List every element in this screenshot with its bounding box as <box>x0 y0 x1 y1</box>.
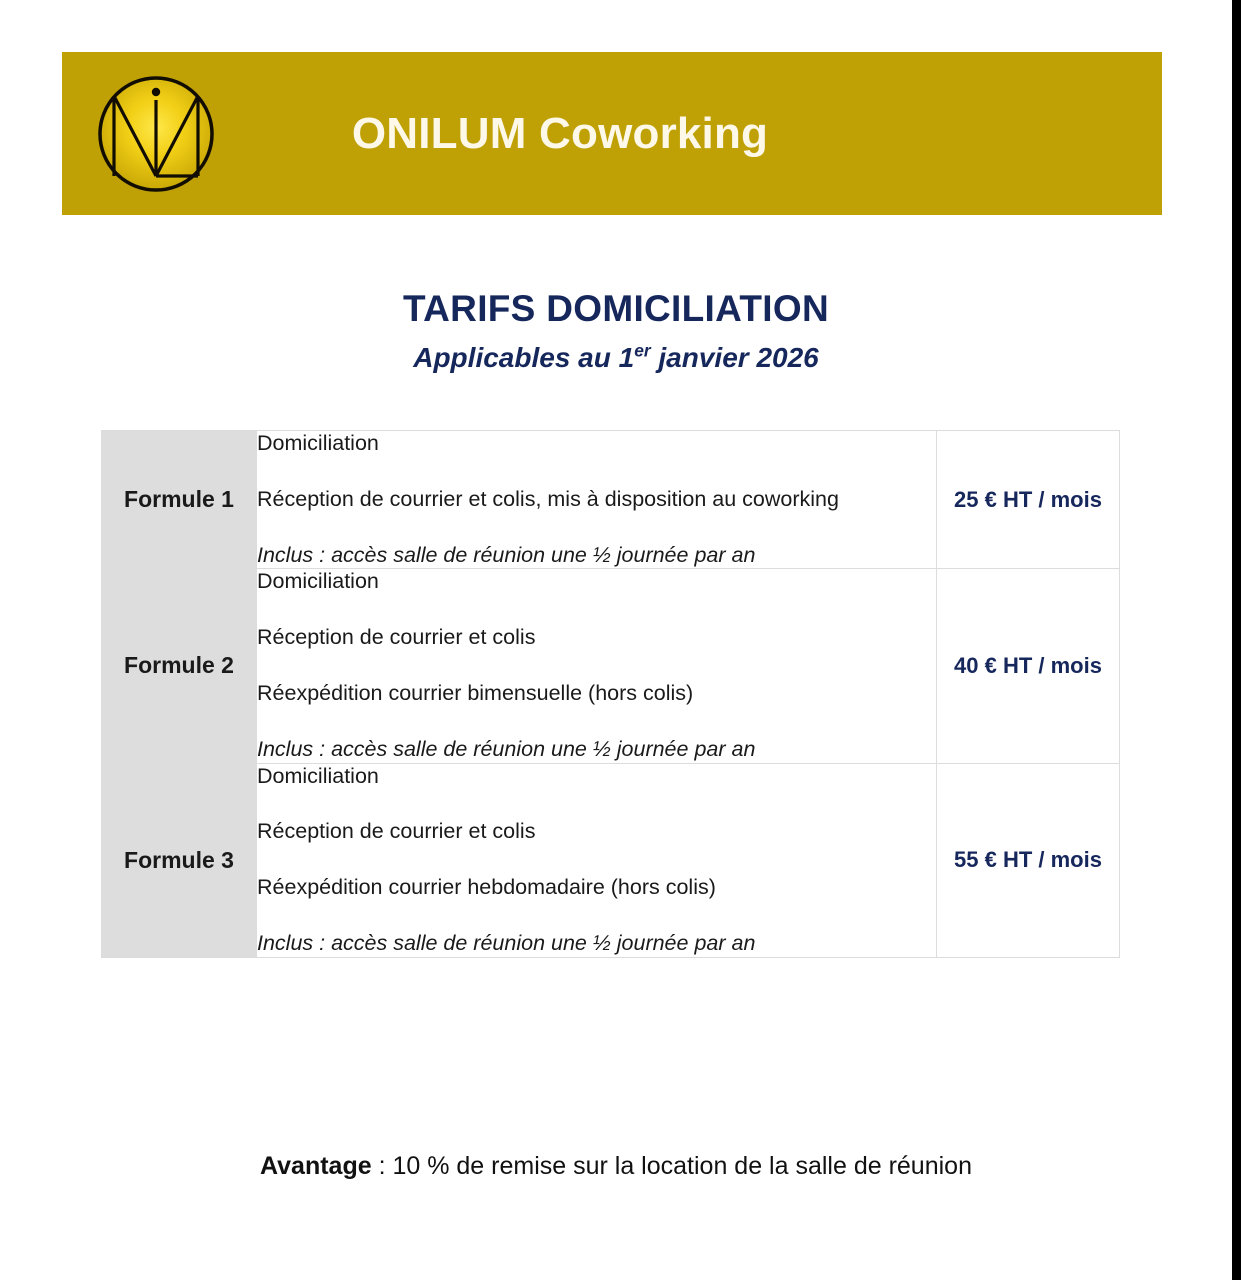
plan-feature-line: Domiciliation <box>257 431 379 455</box>
plan-feature-line: Réception de courrier et colis, mis à disposition au coworking <box>257 486 839 511</box>
page-title: TARIFS DOMICILIATION <box>403 288 829 329</box>
brand-title: ONILUM Coworking <box>351 108 769 158</box>
subtitle-suffix: janvier 2026 <box>650 342 819 373</box>
plan-description-cell <box>257 569 937 763</box>
plan-feature-line: Domiciliation <box>257 569 379 594</box>
page-subtitle <box>0 342 1232 374</box>
table-row <box>102 431 1120 569</box>
plan-price-cell: 25 € HT / mois <box>937 431 1120 569</box>
plan-feature-line: Réception de courrier et colis <box>257 819 536 844</box>
plan-feature-line: Réexpédition courrier bimensuelle (hors colis) <box>257 680 694 705</box>
onilum-monogram-logo-icon <box>94 72 218 196</box>
plan-included-note: Inclus : accès salle de réunion une ½ journée par an <box>257 542 756 567</box>
plan-feature-line: Domiciliation <box>257 763 379 788</box>
plan-name-cell: Formule 1 <box>102 431 257 569</box>
plan-feature-line: Réexpédition courrier hebdomadaire (hors colis) <box>257 875 716 900</box>
plan-price-cell: 40 € HT / mois <box>937 569 1120 763</box>
subtitle-prefix: Applicables au 1 <box>413 342 635 373</box>
plan-name-cell: Formule 3 <box>102 763 257 957</box>
plan-included-note: Inclus : accès salle de réunion une ½ journée par an <box>257 736 756 761</box>
subtitle-ordinal-suffix: er <box>634 340 651 361</box>
right-edge-bar <box>1232 0 1241 1280</box>
advantage-note <box>0 1152 1232 1181</box>
plan-name-cell: Formule 2 <box>102 569 257 763</box>
table-row <box>102 569 1120 763</box>
advantage-label: Avantage <box>260 1152 372 1180</box>
plan-feature-line: Réception de courrier et colis <box>257 625 536 650</box>
brand-header-band <box>62 52 1162 215</box>
pricing-table <box>101 430 1120 958</box>
plan-price-cell: 55 € HT / mois <box>937 763 1120 957</box>
plan-description-cell <box>257 431 937 569</box>
table-row <box>102 763 1120 957</box>
advantage-text: : 10 % de remise sur la location de la salle de réunion <box>371 1152 972 1180</box>
plan-description-cell <box>257 763 937 957</box>
plan-included-note: Inclus : accès salle de réunion une ½ journée par an <box>257 930 756 955</box>
